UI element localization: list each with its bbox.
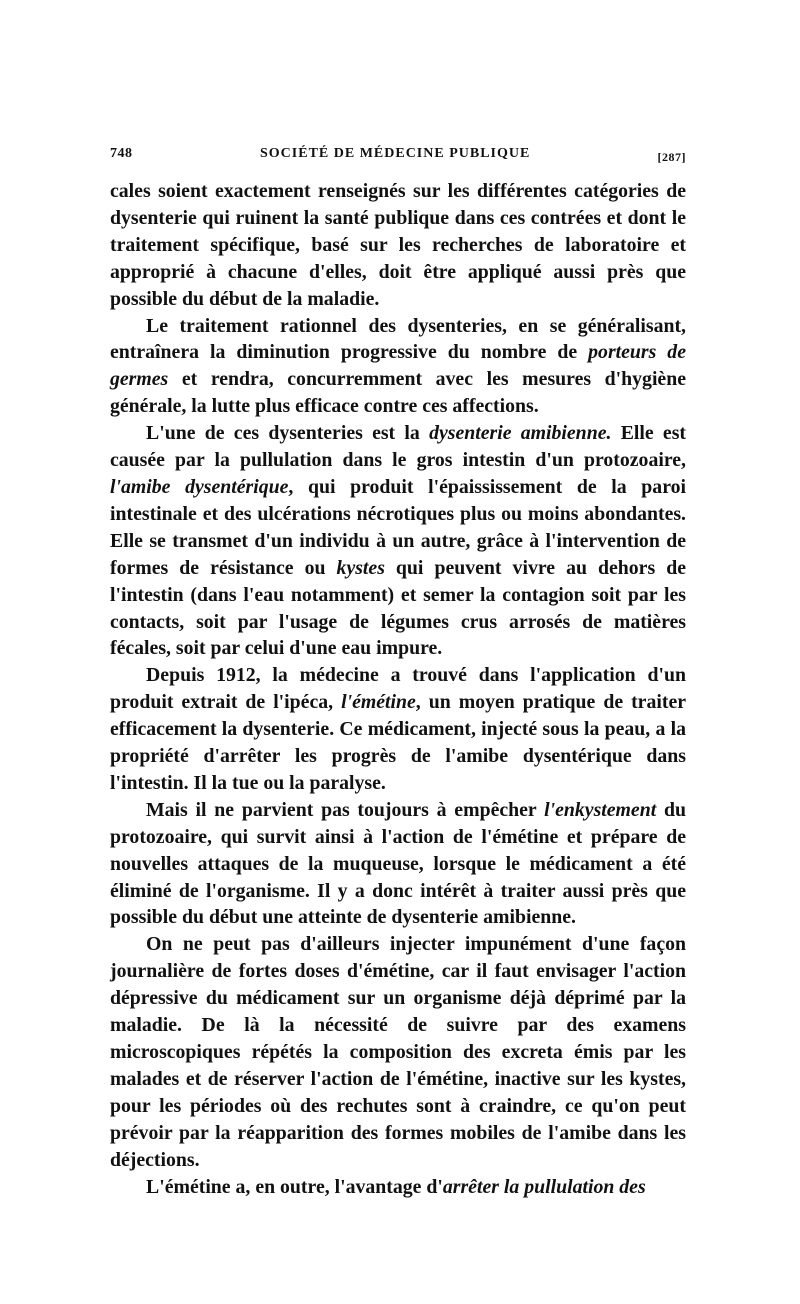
text-segment: du protozoaire, qui survit ainsi à l'action de l'émétine et prépare de nouvelles attaques de la muqueuse, lorsque le médicament a été éliminé de l'organisme. Il y a donc intérêt à traiter aussi près que possible du début une atteinte de dysenterie amibienne. [110,798,686,929]
italic-text: arrêter la pullulation des [442,1175,646,1198]
text-segment: Elle est causée par la pullulation dans le gros intestin d'un protozoaire, [110,422,686,472]
page-header [110,130,686,178]
body-text [110,178,686,1200]
paragraph [110,178,686,313]
page-number: 748 [110,146,133,161]
paragraph [110,420,686,662]
paragraph [110,313,686,421]
text-segment: qui peuvent vivre au dehors de l'intestin (dans l'eau notamment) et semer la contagion soit par les contacts, soit par l'usage de légumes crus arrosés de matières fécales, soit par celui d'une eau impure. [110,556,686,660]
text-segment: L'émétine a, en outre, l'avantage d' [146,1175,443,1198]
text-segment: Mais il ne parvient pas toujours à empêcher [146,798,545,821]
text-segment: cales soient exactement renseignés sur les différentes catégories de dysenterie qui ruinent la santé publique dans ces contrées et dont le traitement spécifique, basé sur les recherches de laboratoire et approprié à chacune d'elles, doit être appliqué aussi près que possible du début de la maladie. [110,180,686,310]
italic-text: dysenterie amibienne. [429,422,612,445]
italic-text: l'émétine [341,691,416,714]
book-page [110,130,686,1200]
italic-text: porteurs de germes [110,341,686,391]
paragraph [110,662,686,797]
text-segment: On ne peut pas d'ailleurs injecter impunément d'une façon journalière de fortes doses d'émétine, car il faut envisager l'action dépressive du médicament sur un organisme déjà déprimé par la maladie. De là la nécessité de suivre par des examens microscopiques répétés la composition des excreta émis par les malades et de réserver l'action de l'émétine, inactive sur les kystes, pour les périodes où des rechutes sont à craindre, ce qu'on peut prévoir par la réapparition des formes mobiles de l'amibe dans les déjections. [110,933,686,1171]
text-segment: , un moyen pratique de traiter efficacement la dysenterie. Ce médicament, injecté sous la peau, a la propriété d'arrêter les progrès de l'amibe dysentérique dans l'intestin. Il la tue ou la paralyse. [110,691,687,794]
text-segment: Depuis 1912, la médecine a trouvé dans l'application d'un produit extrait de l'ipéca, [110,664,686,714]
text-segment: et rendra, concurremment avec les mesures d'hygiène générale, la lutte plus efficace contre ces affections. [110,368,686,418]
paragraph [110,931,686,1173]
text-segment: L'une de ces dysenteries est la [146,422,430,445]
text-segment: , qui produit l'épaississement de la paroi intestinale et des ulcérations nécrotiques plus ou moins abondantes. Elle se transmet d'un individu à un autre, grâce à l'intervention de formes de résistance ou [110,475,686,579]
italic-text: kystes [336,556,385,579]
running-head: SOCIÉTÉ DE MÉDECINE PUBLIQUE [260,146,531,161]
italic-text: l'amibe dysentérique [110,475,289,498]
folio-reference: [287] [657,150,686,164]
paragraph [110,797,686,932]
text-segment: Le traitement rationnel des dysenteries, en se généralisant, entraînera la diminution progressive du nombre de [110,314,686,364]
paragraph [110,1174,686,1201]
italic-text: l'enkystement [544,798,657,821]
